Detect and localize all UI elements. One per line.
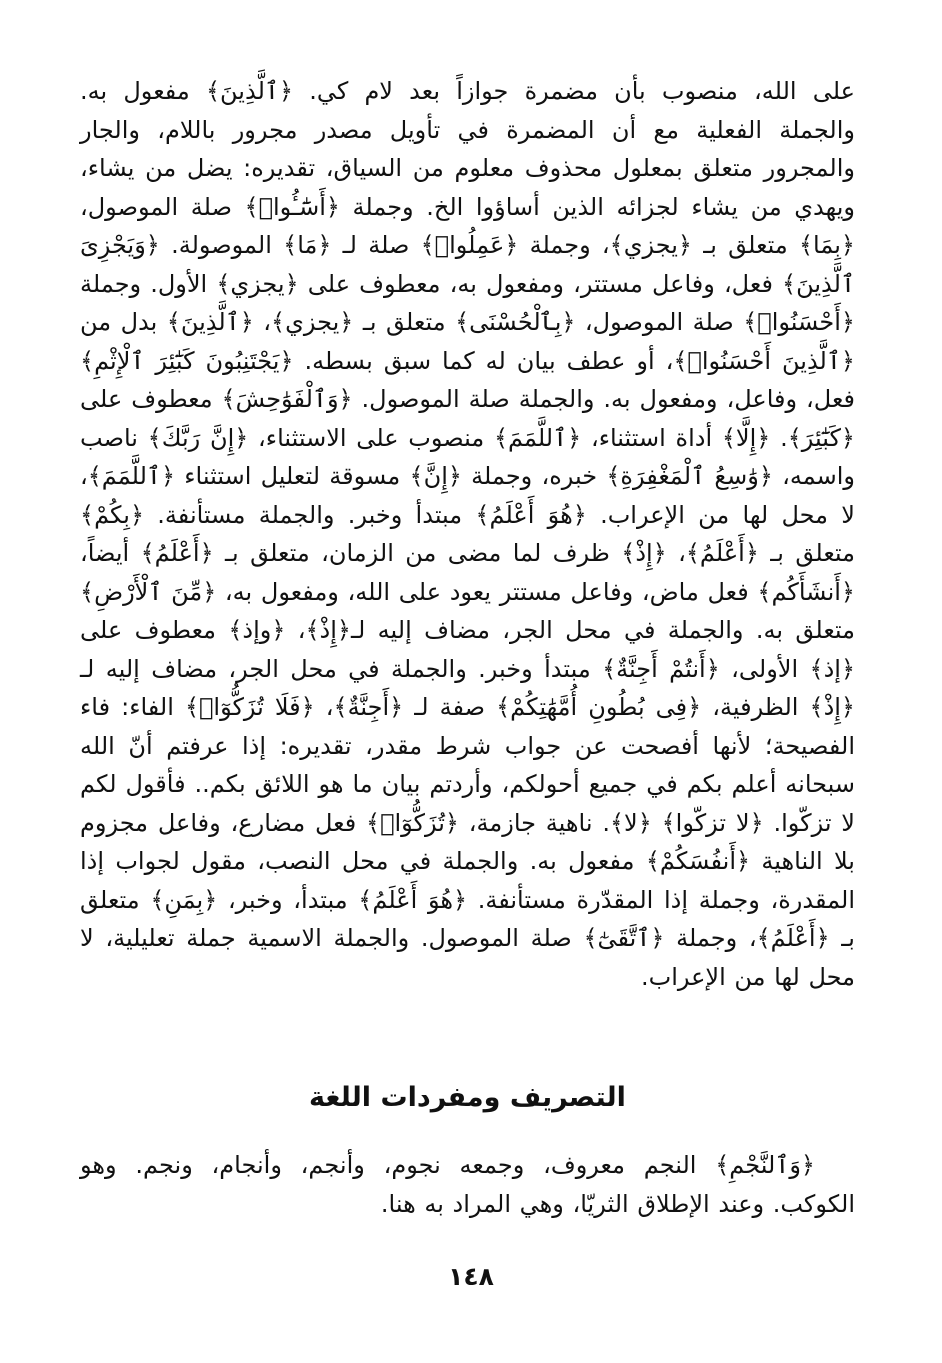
main-paragraph: على الله، منصوب بأن مضمرة جوازاً بعد لام كي. ﴿ٱلَّذِينَ﴾ مفعول به. والجملة الفعلية مع أن المضمرة في تأويل مصدر مجرور باللام، والجار والمجرور متعلق بمعلول محذوف معلوم من السياق، تقديره: يضل من يشاء، ويهدي من يشاء لجزائه الذين أساؤوا الخ. وجملة ﴿أَسَٰٓـُٔوا۟﴾ صلة الموصول، ﴿بِمَا﴾ متعلق بـ ﴿يجزي﴾، وجملة ﴿عَمِلُوا۟﴾ صلة لـ ﴿مَا﴾ الموصولة. ﴿وَيَجْزِىَ ٱلَّذِينَ﴾ فعل، وفاعل مستتر، ومفعول به، معطوف على ﴿يجزي﴾ الأول. وجملة ﴿أَحْسَنُوا۟﴾ صلة الموصول، ﴿بِٱلْحُسْنَى﴾ متعلق بـ ﴿يجزي﴾، ﴿ٱلَّذِينَ﴾ بدل من ﴿ٱلَّذِينَ أَحْسَنُوا۟﴾، أو عطف بيان له كما سبق بسطه. ﴿يَجْتَنِبُونَ كَبَٰٓئِرَ ٱلْإِثْمِ﴾ فعل، وفاعل، ومفعول به. والجملة صلة الموصول. ﴿وَٱلْفَوَٰحِشَ﴾ معطوف على ﴿كَبَٰٓئِرَ﴾. ﴿إِلَّا﴾ أداة استثناء، ﴿ٱللَّمَمَ﴾ منصوب على الاستثناء، ﴿إِنَّ رَبَّكَ﴾ ناصب واسمه، ﴿وَٰسِعُ ٱلْمَغْفِرَةِ﴾ خبره، وجملة ﴿إِنَّ﴾ مسوقة لتعليل استثناء ﴿ٱللَّمَمَ﴾، لا محل لها من الإعراب. ﴿هُوَ أَعْلَمُ﴾ مبتدأ وخبر. والجملة مستأنفة. ﴿بِكُمْ﴾ متعلق بـ ﴿أَعْلَمُ﴾، ﴿إِذْ﴾ ظرف لما مضى من الزمان، متعلق بـ ﴿أَعْلَمُ﴾ أيضاً، ﴿أَنشَأَكُم﴾ فعل ماض، وفاعل مستتر يعود على الله، ومفعول به، ﴿مِّنَ ٱلْأَرْضِ﴾ متعلق به. والجملة في محل الجر، مضاف إليه لـ﴿إِذْ﴾، ﴿وإذ﴾ معطوف على ﴿إذ﴾ الأولى، ﴿أَنتُمْ أَجِنَّةٌ﴾ مبتدأ وخبر. والجملة في محل الجر، مضاف إليه لـ ﴿إِذْ﴾ الظرفية، ﴿فِى بُطُونِ أُمَّهَٰتِكُمْ﴾ صفة لـ ﴿أَجِنَّةٌ﴾، ﴿فَلَا تُزَكُّوٓا۟﴾ الفاء: فاء الفصيحة؛ لأنها أفصحت عن جواب شرط مقدر، تقديره: إذا عرفتم أنّ الله سبحانه أعلم بكم في جميع أحولكم، وأردتم بيان ما هو اللائق بكم.. فأقول لكم لا تزكّوا. ﴿لا تزكّوا﴾ ﴿لا﴾. ناهية جازمة، ﴿تُزَكُّوٓا۟﴾ فعل مضارع، وفاعل مجزوم بلا الناهية ﴿أَنفُسَكُمْ﴾ مفعول به. والجملة في محل النصب، مقول لجواب إذا المقدرة، وجملة إذا المقدّرة مستأنفة. ﴿هُوَ أَعْلَمُ﴾ مبتدأ، وخبر، ﴿بِمَنِ﴾ متعلق بـ ﴿أَعْلَمُ﴾، وجملة ﴿ٱتَّقَىٰٓ﴾ صلة الموصول. والجملة الاسمية جملة تعليلية، لا محل لها من الإعراب. bbox=[80, 77, 855, 991]
section-heading: التصريف ومفردات اللغة bbox=[309, 1082, 626, 1113]
page-number: ١٤٨ bbox=[448, 1262, 494, 1291]
second-paragraph: ﴿وَٱلنَّجْمِ﴾ النجم معروف، وجمعه نجوم، وأنجم، وأنجام، ونجم. وهو الكوكب. وعند الإطلاق الثريّا، وهي المراد به هنا. bbox=[80, 1151, 855, 1218]
document-page bbox=[80, 72, 855, 1302]
